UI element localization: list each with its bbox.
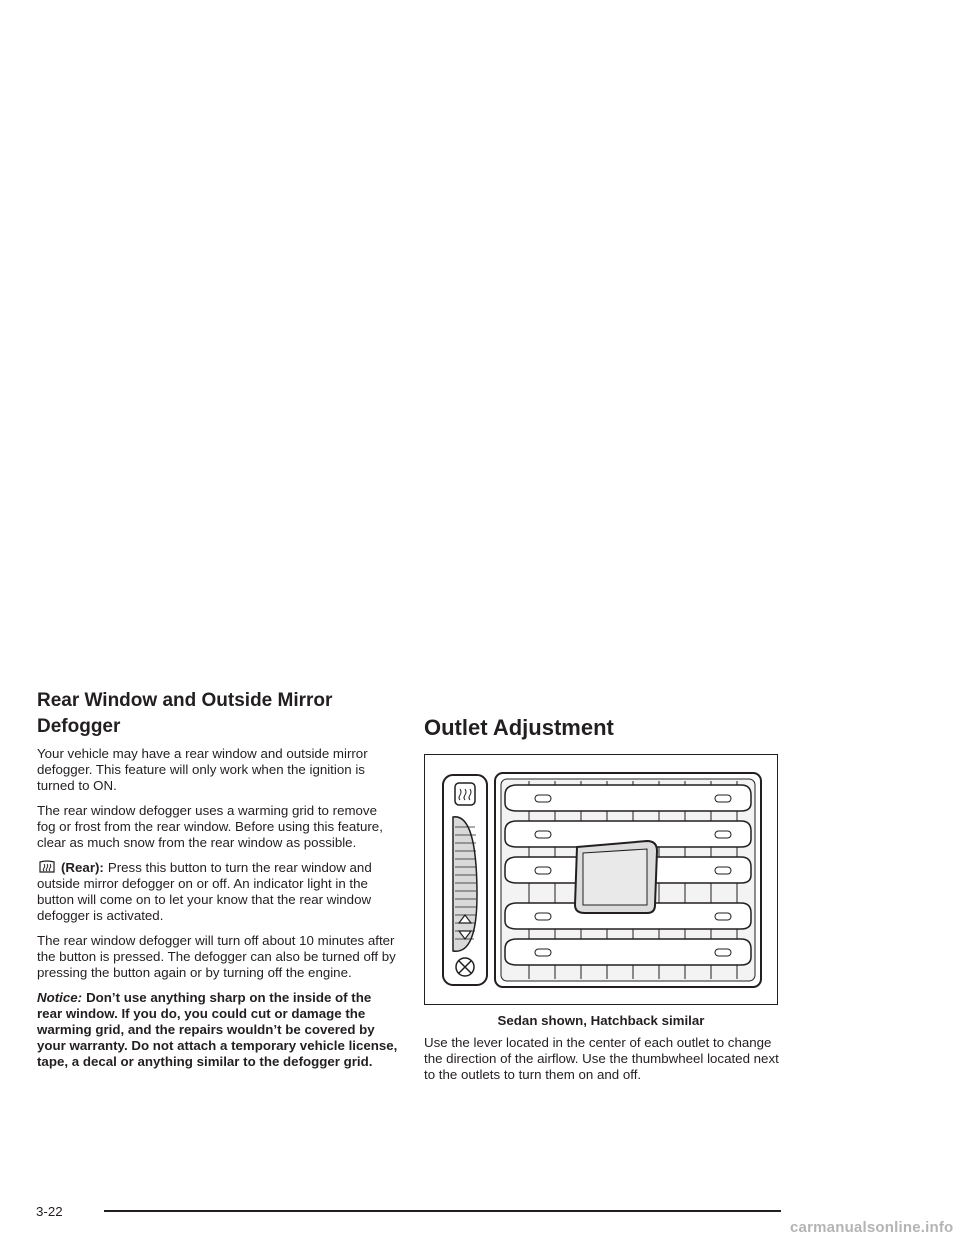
watermark: carmanualsonline.info [790, 1219, 954, 1236]
outlet-paragraph: Use the lever located in the center of each outlet to change the direction of the airflow. Use the thumbwheel located next to the outlets to turn them on and off. [424, 1035, 779, 1082]
notice-paragraph [37, 990, 399, 1070]
section-heading-outlet: Outlet Adjustment [424, 715, 614, 740]
page-number: 3-22 [36, 1204, 63, 1219]
left-column [37, 688, 399, 1079]
figure-caption: Sedan shown, Hatchback similar [497, 1013, 705, 1028]
defogger-intro-paragraph: Your vehicle may have a rear window and outside mirror defogger. This feature will only work when the ignition is turned to ON. [37, 746, 368, 793]
outlet-illustration [424, 754, 778, 1005]
notice-text: Don’t use anything sharp on the inside of the rear window. If you do, you could cut or damage the warming grid, and the repairs wouldn’t be covered by your warranty. Do not attach a temporary vehicle license, tape, a decal or anything similar to the defogger grid. [37, 990, 398, 1069]
footer-rule [104, 1210, 781, 1212]
air-vent-drawing [425, 755, 779, 1006]
notice-label: Notice: [37, 990, 83, 1005]
defogger-timer-paragraph: The rear window defogger will turn off about 10 minutes after the button is pressed. The defogger can also be turned off by pressing the button again or by turning off the engine. [37, 933, 396, 980]
defogger-usage-paragraph: The rear window defogger uses a warming grid to remove fog or frost from the rear window. Before using this feature, clear as much snow from the rear window as possible. [37, 803, 383, 850]
section-heading-defogger: Rear Window and Outside Mirror Defogger [37, 690, 333, 737]
rear-button-paragraph: (Rear): Press this button to turn the rear window and outside mirror defogger on or off. An indicator light in the button will come on to let your know that the rear window defogger is activated. [37, 860, 372, 923]
right-column [424, 688, 784, 1092]
rear-defog-icon [37, 860, 57, 874]
